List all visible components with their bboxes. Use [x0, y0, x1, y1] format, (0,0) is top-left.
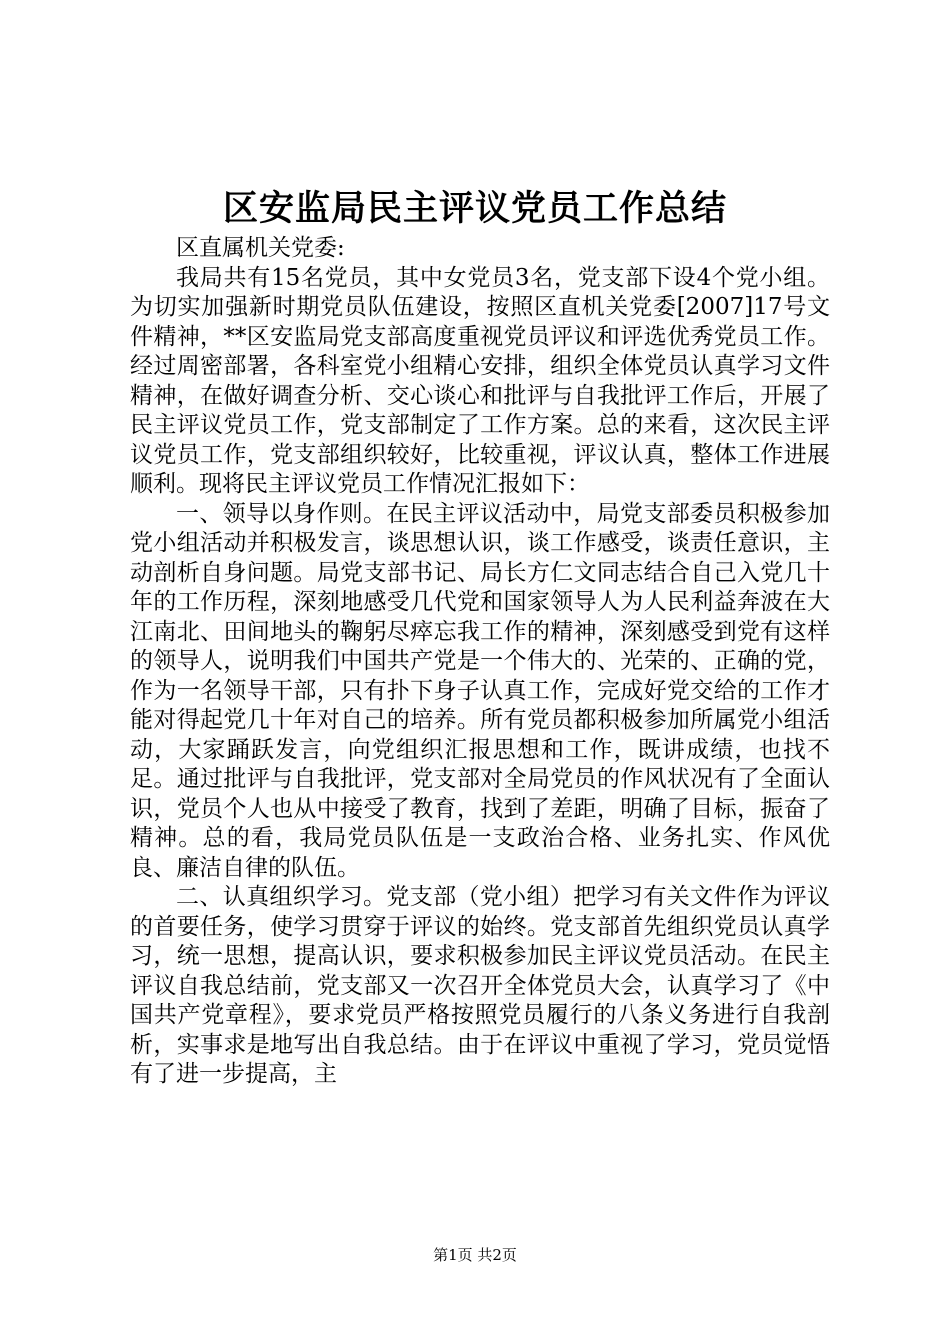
salutation: 区直属机关党委:: [176, 235, 345, 261]
page-footer: 第1页 共2页: [433, 1246, 517, 1264]
paragraph-intro: 我局共有15名党员，其中女党员3名，党支部下设4个党小组。为切实加强新时期党员队伍建设，按照区直机关党委[2007]17号文件精神，**区安监局党支部高度重视党员评议和评选优秀党员工作。经过周密部署，各科室党小组精心安排，组织全体党员认真学习文件精神，在做好调查分析、交心谈心和批评与自我批评工作后，开展了民主评议党员工作，党支部制定了工作方案。总的来看，这次民主评议党员工作，党支部组织较好，比较重视，评议认真，整体工作进展顺利。现将民主评议党员工作情况汇报如下：: [130, 264, 830, 497]
paragraph-section-one: 一、领导以身作则。在民主评议活动中，局党支部委员积极参加党小组活动并积极发言，谈思想认识，谈工作感受，谈责任意识，主动剖析自身问题。局党支部书记、局长方仁文同志结合自己入党几十年的工作历程，深刻地感受几代党和国家领导人为人民利益奔波在大江南北、田间地头的鞠躬尽瘁忘我工作的精神，深刻感受到党有这样的领导人，说明我们中国共产党是一个伟大的、光荣的、正确的党，作为一名领导干部，只有扑下身子认真工作，完成好党交给的工作才能对得起党几十年对自己的培养。所有党员都积极参加所属党小组活动，大家踊跃发言，向党组织汇报思想和工作，既讲成绩，也找不足。通过批评与自我批评，党支部对全局党员的作风状况有了全面认识，党员个人也从中接受了教育，找到了差距，明确了目标，振奋了精神。总的看，我局党员队伍是一支政治合格、业务扎实、作风优良、廉洁自律的队伍。: [130, 500, 830, 881]
paragraph-section-two: 二、认真组织学习。党支部（党小组）把学习有关文件作为评议的首要任务，使学习贯穿于评议的始终。党支部首先组织党员认真学习，统一思想，提高认识，要求积极参加民主评议党员活动。在民主评议自我总结前，党支部又一次召开全体党员大会，认真学习了《中国共产党章程》，要求党员严格按照党员履行的八条义务进行自我剖析，实事求是地写出自我总结。由于在评议中重视了学习，党员觉悟有了进一步提高，主: [130, 884, 830, 1087]
document-body: [130, 234, 830, 1090]
document-title: 区安监局民主评议党员工作总结: [222, 188, 727, 229]
